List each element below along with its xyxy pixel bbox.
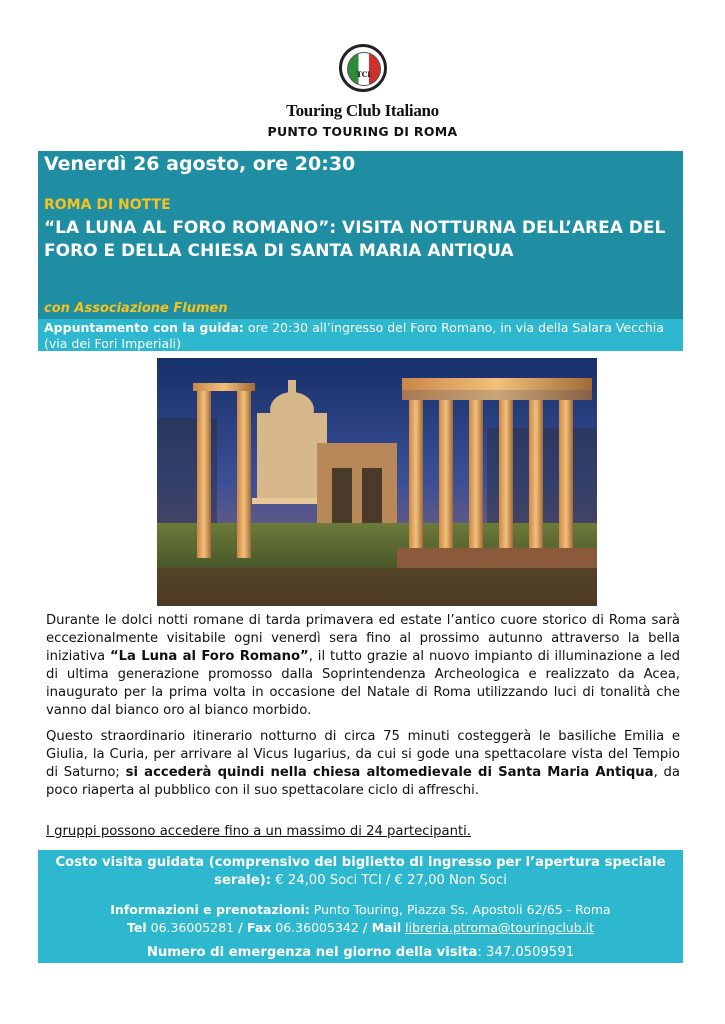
event-kicker: ROMA DI NOTTE	[44, 197, 171, 213]
emergency-number: : 347.0509591	[477, 945, 575, 960]
cost-line	[38, 854, 683, 890]
p1-highlight: “La Luna al Foro Romano”	[109, 649, 309, 664]
contact-lines	[38, 901, 683, 937]
cost-info-band	[38, 850, 683, 963]
forum-photo	[157, 358, 597, 606]
emergency-line	[38, 945, 683, 960]
event-title: “LA LUNA AL FORO ROMANO”: VISITA NOTTURNA DELL’AREA DEL FORO E DELLA CHIESA DI SANTA MARIA ANTIQUA	[44, 218, 666, 261]
appointment-bar	[38, 319, 683, 351]
cost-label: Costo visita guidata (comprensivo del biglietto di ingresso per l’apertura speciale serale):	[55, 855, 666, 888]
emergency-label: Numero di emergenza nel giorno della visita	[146, 945, 478, 960]
cost-price: € 24,00 Soci TCI / € 27,00 Non Soci	[271, 873, 507, 888]
brand-name: Touring Club Italiano	[286, 101, 439, 120]
fax-label: / Fax	[238, 920, 272, 935]
appointment-label: Appuntamento con la guida:	[44, 320, 244, 335]
logo-text: TCI	[356, 70, 371, 79]
fax-number: 06.36005342	[271, 920, 363, 935]
logo-area	[0, 44, 725, 96]
tel-label: Tel	[127, 920, 147, 935]
event-date: Venerdì 26 agosto, ore 20:30	[44, 153, 356, 175]
p1-text-c: , il tutto grazie al nuovo impianto di illuminazione a led di ultima generazione promosso dalla Soprintendenza Archeologica e realizzato da Acea, inaugurato per la prima volta in occasione del Natale di Roma utilizzando luci di tonalità che vanno dal bianco oro al bianco morbido.	[46, 649, 680, 718]
info-text: Punto Touring, Piazza Ss. Apostoli 62/65 - Roma	[309, 902, 611, 917]
mail-label: / Mail	[362, 920, 402, 935]
p2-text-c: , da poco riaperta al pubblico con il suo spettacolare ciclo di affreschi.	[46, 765, 680, 798]
appointment-text: ore 20:30 all’ingresso del Foro Romano, in via della Salara Vecchia (via dei Fori Imperiali)	[44, 320, 664, 351]
tel-number: 06.36005281	[146, 920, 239, 935]
event-partner: con Associazione Flumen	[44, 301, 228, 316]
event-header-band	[38, 151, 683, 319]
p2-highlight: si accederà quindi nella chiesa altomedievale di Santa Maria Antiqua	[125, 765, 654, 780]
brand-subtitle: PUNTO TOURING DI ROMA	[267, 124, 458, 139]
group-limit-note: I gruppi possono accedere fino a un massimo di 24 partecipanti.	[46, 824, 471, 839]
tricolor-emblem	[347, 52, 381, 86]
description-paragraph-1	[46, 612, 680, 720]
description-paragraph-2	[46, 728, 680, 800]
mail-link[interactable]: libreria.ptroma@touringclub.it	[405, 920, 594, 935]
info-label: Informazioni e prenotazioni:	[110, 902, 310, 917]
forum-night-image	[157, 358, 597, 606]
p2-text-a: Questo straordinario itinerario notturno di circa 75 minuti costeggerà le basiliche Emilia e Giulia, la Curia, per arrivare al Vicus Iugarius, da cui si gode una spettacolare vista del Tempio di Saturno;	[46, 729, 680, 780]
p1-text-a: Durante le dolci notti romane di tarda primavera ed estate l’antico cuore storico di Roma sarà eccezionalmente visitabile ogni venerdì sera fino al prossimo autunno attraverso la bella iniziativa	[46, 613, 680, 664]
tci-logo	[339, 44, 387, 92]
